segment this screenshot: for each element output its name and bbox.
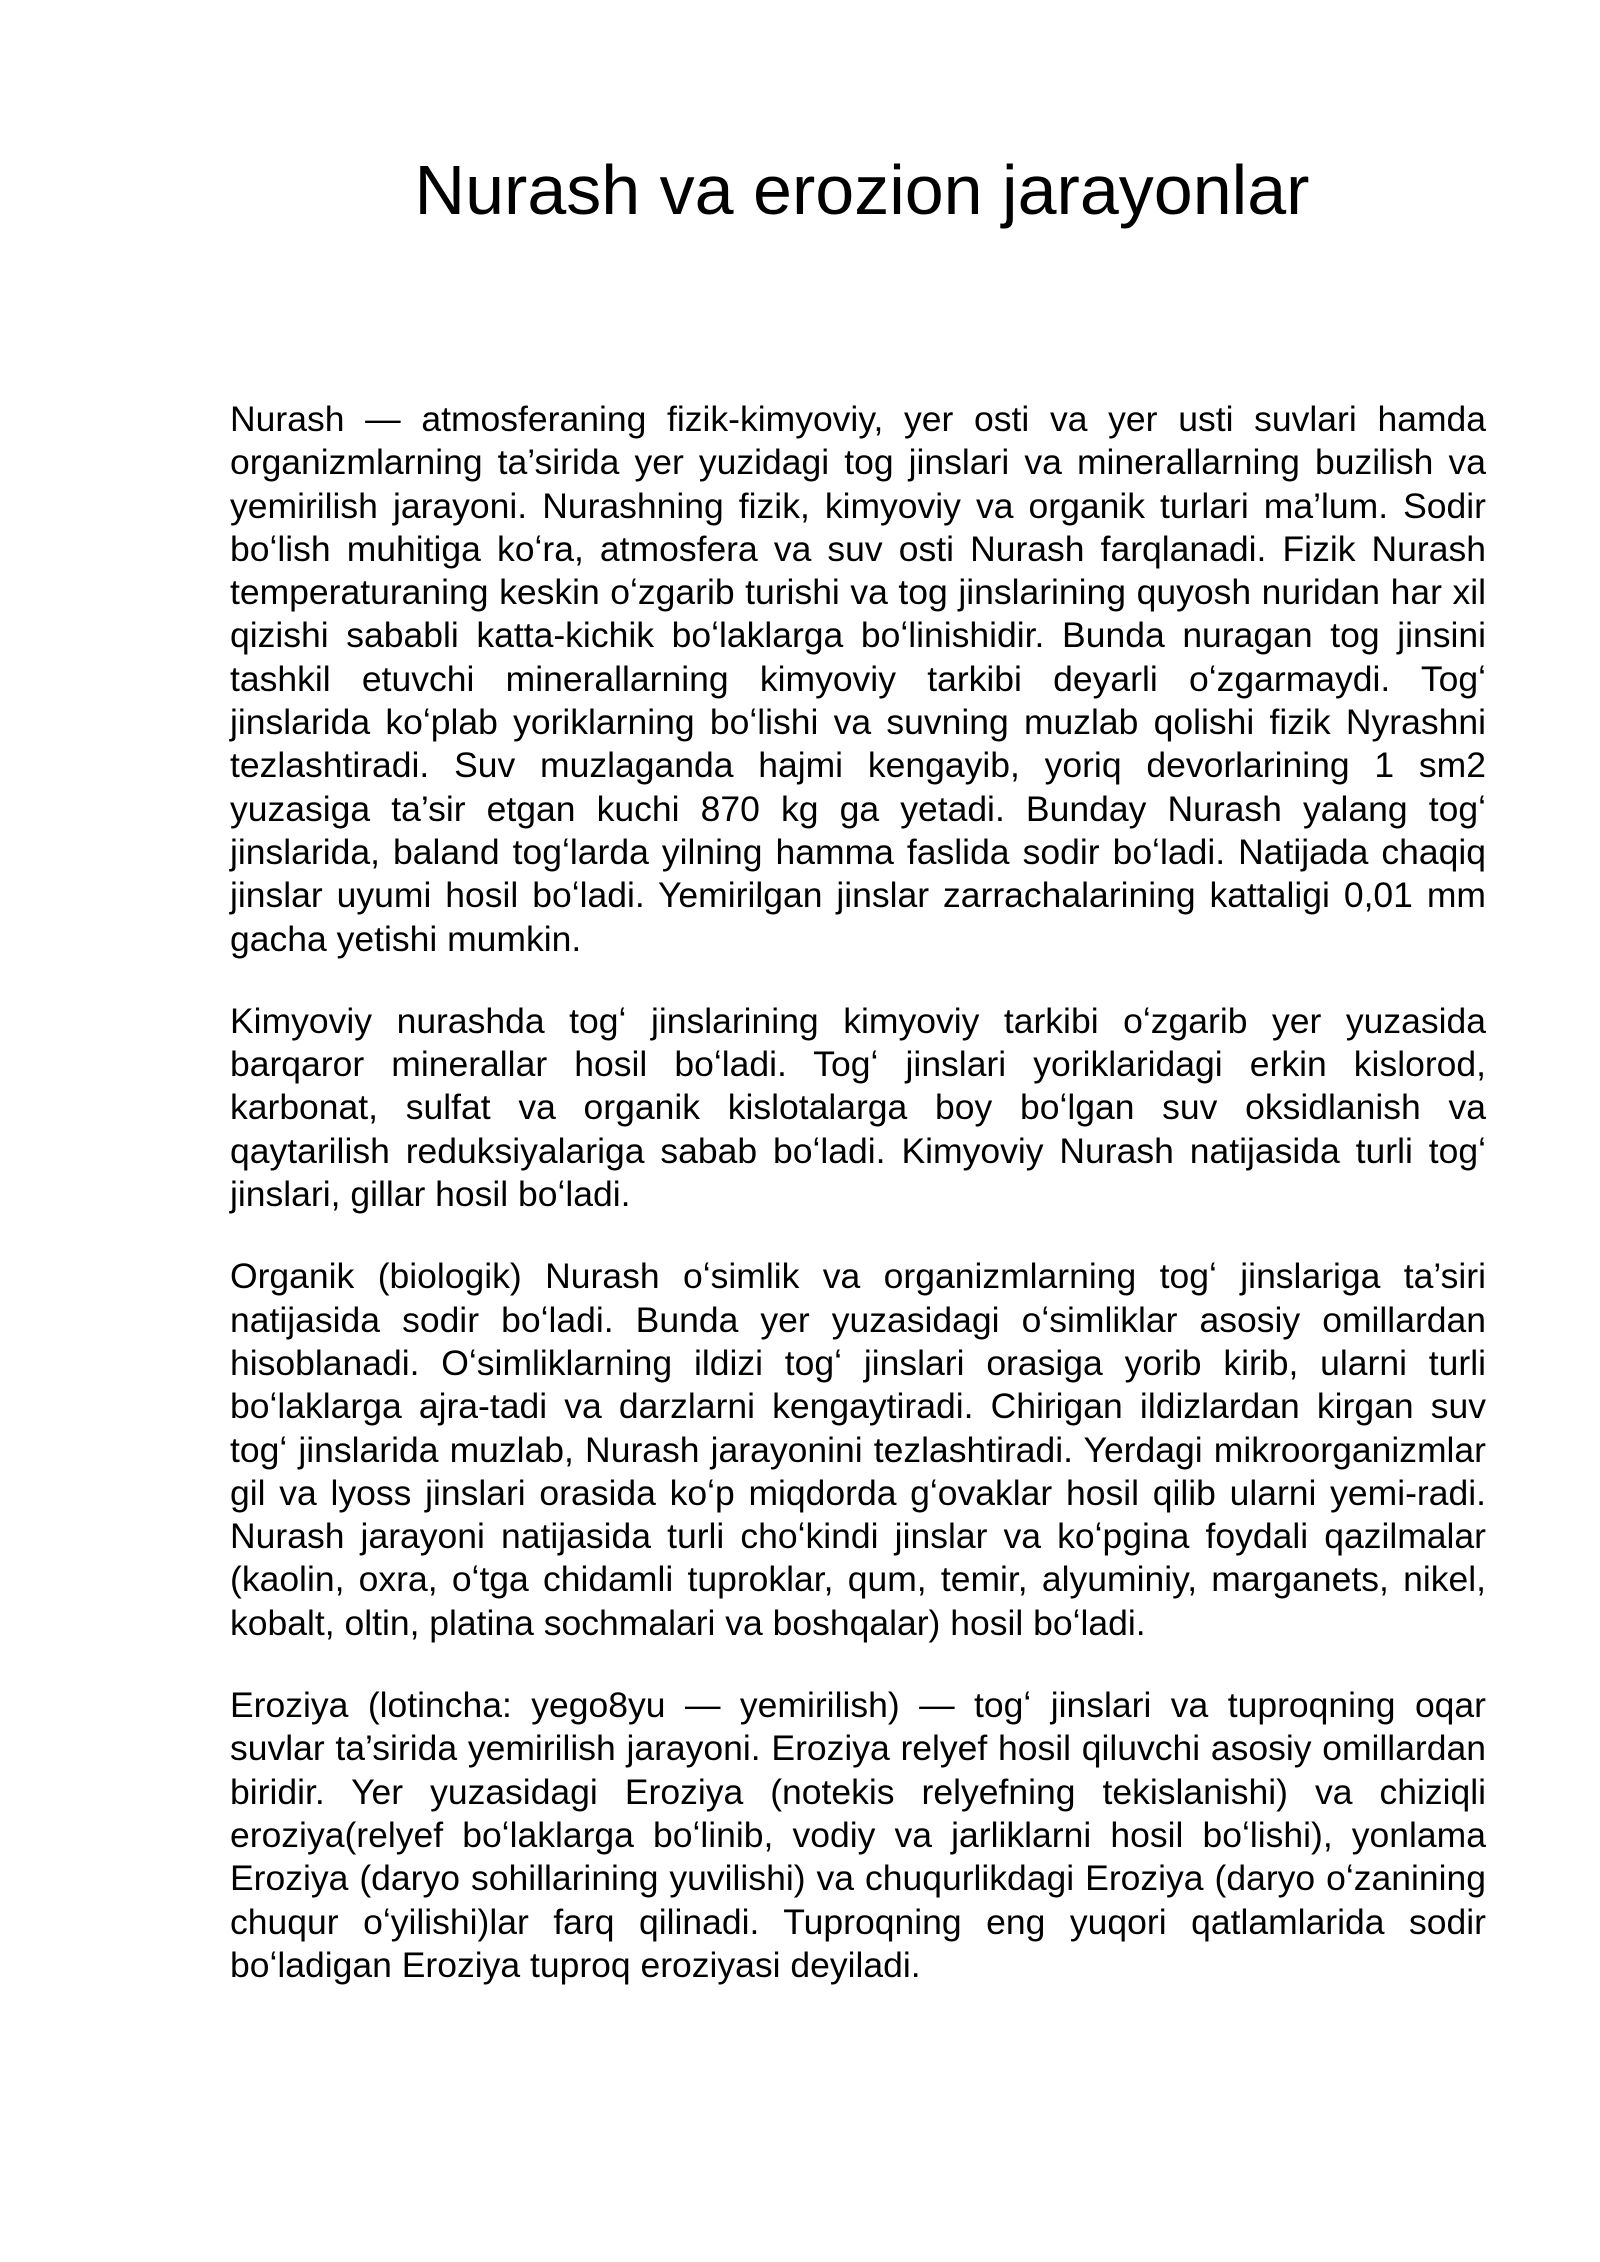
paragraph-weathering-physical: Nurash — atmosferaning fizik-kimyoviy, yer osti va yer usti suvlari hamda organizmlarning ta’sirida yer yuzidagi tog jinslari va minerallarning buzilish va yemirilish jarayoni. Nurashning fizik, kimyoviy va organik turlari ma’lum. Sodir boʻlish muhitiga koʻra, atmosfera va suv osti Nurash farqlanadi. Fizik Nurash temperaturaning keskin oʻzgarib turishi va tog jinslarining quyosh nuridan har xil qizishi sababli katta-kichik boʻlaklarga boʻlinishidir. Bunda nuragan tog jinsini tashkil etuvchi minerallarning kimyoviy tarkibi deyarli oʻzgarmaydi. Togʻ jinslarida koʻplab yoriklarning boʻlishi va suvning muzlab qolishi fizik Nyrashni tezlashtiradi. Suv muzlaganda hajmi kengayib, yoriq devorlarining 1 sm2 yuzasiga ta’sir etgan kuchi 870 kg ga yetadi. Bunday Nurash yalang togʻ jinslarida, baland togʻlarda yilning hamma faslida sodir boʻladi. Natijada chaqiq jinslar uyumi hosil boʻladi. Yemirilgan jinslar zarrachalarining kattaligi 0,01 mm gacha yetishi mumkin. xyxy=(230,399,1486,959)
document-body xyxy=(230,398,1486,2026)
paragraph-weathering-organic: Organik (biologik) Nurash oʻsimlik va organizmlarning togʻ jinslariga ta’siri natijasida sodir boʻladi. Bunda yer yuzasidagi oʻsimliklar asosiy omillardan hisoblanadi. Oʻsimliklarning ildizi togʻ jinslari orasiga yorib kirib, ularni turli boʻlaklarga ajra-tadi va darzlarni kengaytiradi. Chirigan ildizlardan kirgan suv togʻ jinslarida muzlab, Nurash jarayonini tezlashtiradi. Yerdagi mikroorganizmlar gil va lyoss jinslari orasida koʻp miqdorda gʻovaklar hosil qilib ularni yemi-radi. Nurash jarayoni natijasida turli choʻkindi jinslar va koʻpgina foydali qazilmalar (kaolin, oxra, oʻtga chidamli tuproklar, qum, temir, alyuminiy, marganets, nikel, kobalt, oltin, platina sochmalari va boshqalar) hosil boʻladi. xyxy=(230,1256,1486,1643)
paragraph-weathering-chemical: Kimyoviy nurashda togʻ jinslarining kimyoviy tarkibi oʻzgarib yer yuzasida barqaror minerallar hosil boʻladi. Togʻ jinslari yoriklaridagi erkin kislorod, karbonat, sulfat va organik kislotalarga boy boʻlgan suv oksidlanish va qaytarilish reduksiyalariga sabab boʻladi. Kimyoviy Nurash natijasida turli togʻ jinslari, gillar hosil boʻladi. xyxy=(230,1000,1486,1215)
paragraph-erosion: Eroziya (lotincha: yego8yu — yemirilish) — togʻ jinslari va tuproqning oqar suvlar ta’sirida yemirilish jarayoni. Eroziya relyef hosil qiluvchi asosiy omillardan biridir. Yer yuzasidagi Eroziya (notekis relyefning tekislanishi) va chiziqli eroziya(relyef boʻlaklarga boʻlinib, vodiy va jarliklarni hosil boʻlishi), yonlama Eroziya (daryo sohillarining yuvilishi) va chuqurlikdagi Eroziya (daryo oʻzanining chuqur oʻyilishi)lar farq qilinadi. Tuproqning eng yuqori qatlamlarida sodir boʻladigan Eroziya tuproq eroziyasi deyiladi. xyxy=(230,1685,1486,1985)
page-title: Nurash va erozion jarayonlar xyxy=(414,151,1310,229)
